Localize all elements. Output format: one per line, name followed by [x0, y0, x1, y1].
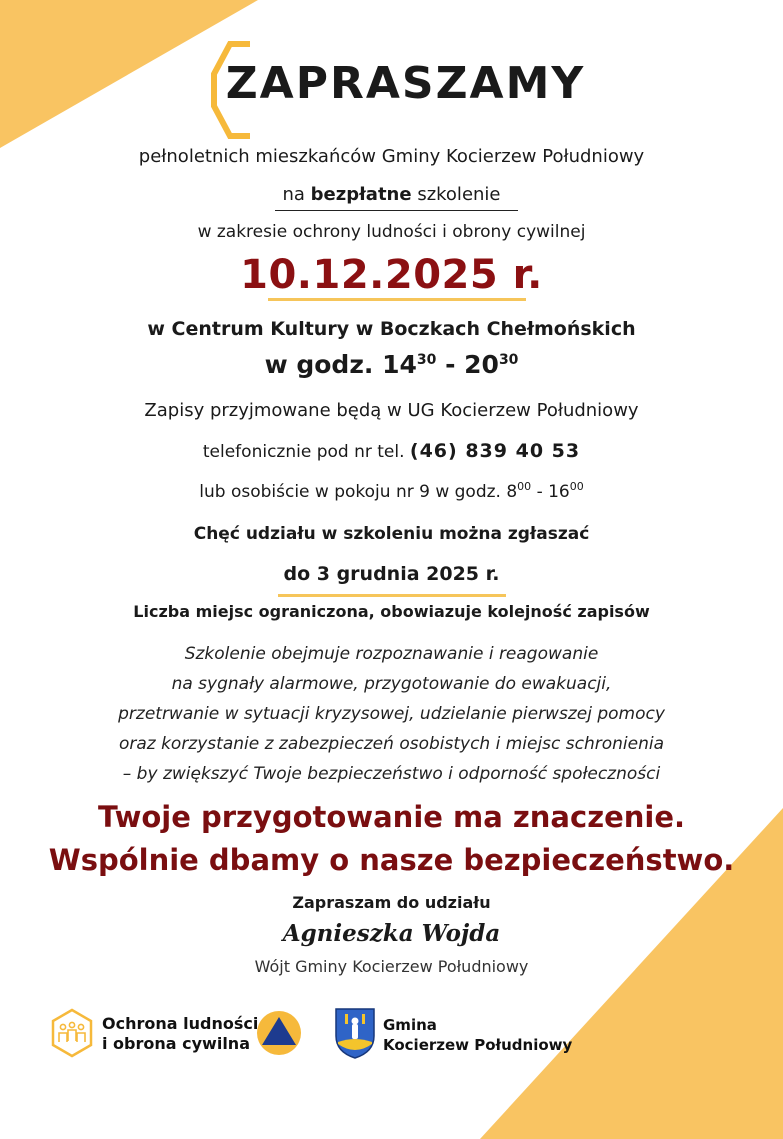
intro-line-2-pre: na [282, 184, 311, 205]
event-time [0, 350, 783, 379]
intro-line-2-post: szkolenie [411, 184, 501, 205]
enrollment-phone-label: telefonicznie pod nr tel. [202, 442, 410, 462]
gmina-coat-of-arms-icon [333, 1006, 377, 1060]
limited-places-note: Liczba miejsc ograniczona, obowiazuje kolejność zapisów [133, 602, 650, 621]
description-line-2: na sygnały alarmowe, przygotowanie do ewakuacji, [171, 674, 612, 694]
enrollment-line-3 [0, 480, 783, 502]
deadline-underline [278, 594, 506, 597]
civil-protection-logo-icon [50, 1008, 94, 1058]
page-title: ZAPRASZAMY [225, 58, 586, 109]
civil-protection-line-1: Ochrona ludności [102, 1014, 259, 1033]
intro-line-3: w zakresie ochrony ludności i obrony cywilnej [197, 222, 586, 242]
intro-line-2 [0, 184, 783, 205]
civil-defence-sign-icon [256, 1008, 302, 1058]
office-hours-label: lub osobiście w pokoju nr 9 w godz. 8 [199, 482, 518, 502]
civil-protection-logo-text [102, 1014, 258, 1054]
enrollment-line-1: Zapisy przyjmowane będą w UG Kocierzew Południowy [144, 400, 639, 421]
event-place: w Centrum Kultury w Boczkach Chełmońskich [147, 318, 636, 340]
time-end-sup: 30 [498, 352, 519, 368]
time-start-sup: 30 [416, 352, 437, 368]
event-date: 10.12.2025 r. [240, 252, 543, 298]
phone-number: (46) 839 40 53 [409, 440, 581, 462]
intro-line-1: pełnoletnich mieszkańców Gminy Kocierzew Południowy [138, 146, 645, 167]
enrollment-line-2 [0, 440, 783, 462]
hours-mid: - 16 [531, 482, 570, 502]
underline-black [275, 210, 518, 211]
signature-role: Wójt Gminy Kocierzew Południowy [254, 957, 529, 976]
time-prefix: w godz. 14 [264, 350, 417, 379]
gmina-line-2: Kocierzew Południowy [383, 1036, 573, 1054]
invitation-text: Zapraszam do udziału [292, 893, 491, 912]
application-deadline: do 3 grudnia 2025 r. [283, 563, 500, 585]
slogan-1: Twoje przygotowanie ma znaczenie. [97, 800, 686, 834]
hours-start-sup: 00 [517, 480, 532, 493]
description-line-1: Szkolenie obejmuje rozpoznawanie i reagowanie [184, 644, 599, 664]
description-line-4: oraz korzystanie z zabezpieczeń osobistych i miejsc schronienia [118, 734, 665, 754]
signature-name: Agnieszka Wojda [282, 920, 501, 947]
civil-protection-line-2: i obrona cywilna [102, 1034, 250, 1053]
hours-end-sup: 00 [569, 480, 584, 493]
time-mid: - 20 [436, 350, 499, 379]
gmina-line-1: Gmina [383, 1016, 437, 1034]
gmina-logo-text [383, 1015, 572, 1055]
date-underline [268, 298, 526, 301]
application-line-1: Chęć udziału w szkoleniu można zgłaszać [193, 524, 590, 544]
slogan-2: Wspólnie dbamy o nasze bezpieczeństwo. [48, 843, 735, 877]
description-line-3: przetrwanie w sytuacji kryzysowej, udzielanie pierwszej pomocy [118, 704, 665, 724]
description-line-5: – by zwiększyć Twoje bezpieczeństwo i odporność społeczności [122, 764, 661, 784]
free-label: bezpłatne [310, 184, 412, 205]
